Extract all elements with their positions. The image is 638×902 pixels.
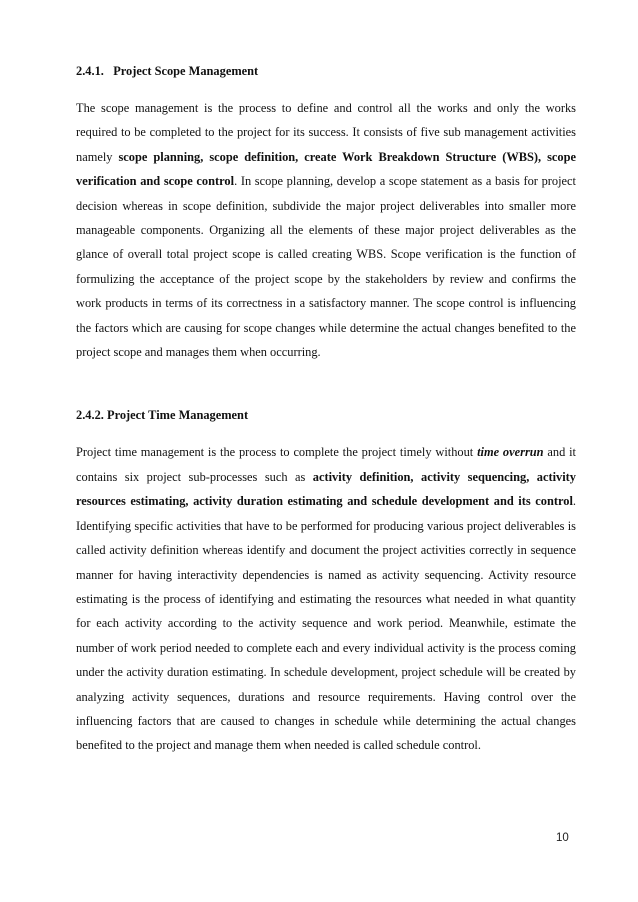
section-number: 2.4.1. <box>76 64 104 78</box>
bold-italic-text-segment: time overrun <box>477 445 544 460</box>
bold-text-segment: activity definition, activity sequencing, activity resources estimating, activity duration estimating and schedule development and its control <box>76 469 576 509</box>
section-heading-scope <box>76 63 576 79</box>
text-segment: . In scope planning, develop a scope statement as a basis for project decision whereas in scope definition, subdivide the major project deliverables into smaller more manageable components. Organizing all the elements of these major project deliverables as the glance of overall total project scope is called creating WBS. Scope verification is the function of formulizing the acceptance of the project scope by the stakeholders by review and confirms the work products in terms of its correctness in a satisfactory manner. The scope control is influencing the factors which are causing for scope changes while determine the actual changes benefited to the project scope and manages them when occurring. <box>76 174 576 360</box>
section-heading-time <box>76 407 576 423</box>
section-number: 2.4.2. <box>76 408 104 423</box>
text-segment: and it contains six project sub-processes such as <box>76 445 576 484</box>
text-segment: . Identifying specific activities that have to be performed for producing various project deliverables is called activity definition whereas identify and document the project activities correctly in sequence manner for having interactivity dependencies is named as activity sequencing. Activity resource estimating is the process of identifying and estimating the resources what needed in what quantity for each activity according to the activity sequence and work period. Meanwhile, estimate the number of work period needed to complete each and every individual activity is the process coming under the activity duration estimating. In schedule development, project schedule will be created by analyzing activity sequences, durations and resource requirements. Having control over the influencing factors that are caused to changes in schedule while determining the actual changes benefited to the project and manage them when needed is called schedule control. <box>76 494 576 753</box>
text-segment: The scope management is the process to define and control all the works and only the works required to be completed to the project for its success. It consists of five sub management activities namely <box>76 101 576 164</box>
section-title: Project Scope Management <box>113 64 259 78</box>
bold-text-segment: scope planning, scope definition, create Work Breakdown Structure (WBS), scope verification and scope control <box>76 149 576 189</box>
time-paragraph <box>76 440 576 757</box>
page-number: 10 <box>556 832 569 844</box>
document-page <box>76 60 576 758</box>
text-segment: Project time management is the process to complete the project timely without <box>76 445 478 460</box>
scope-paragraph <box>76 96 576 364</box>
section-title: Project Time Management <box>107 408 249 423</box>
